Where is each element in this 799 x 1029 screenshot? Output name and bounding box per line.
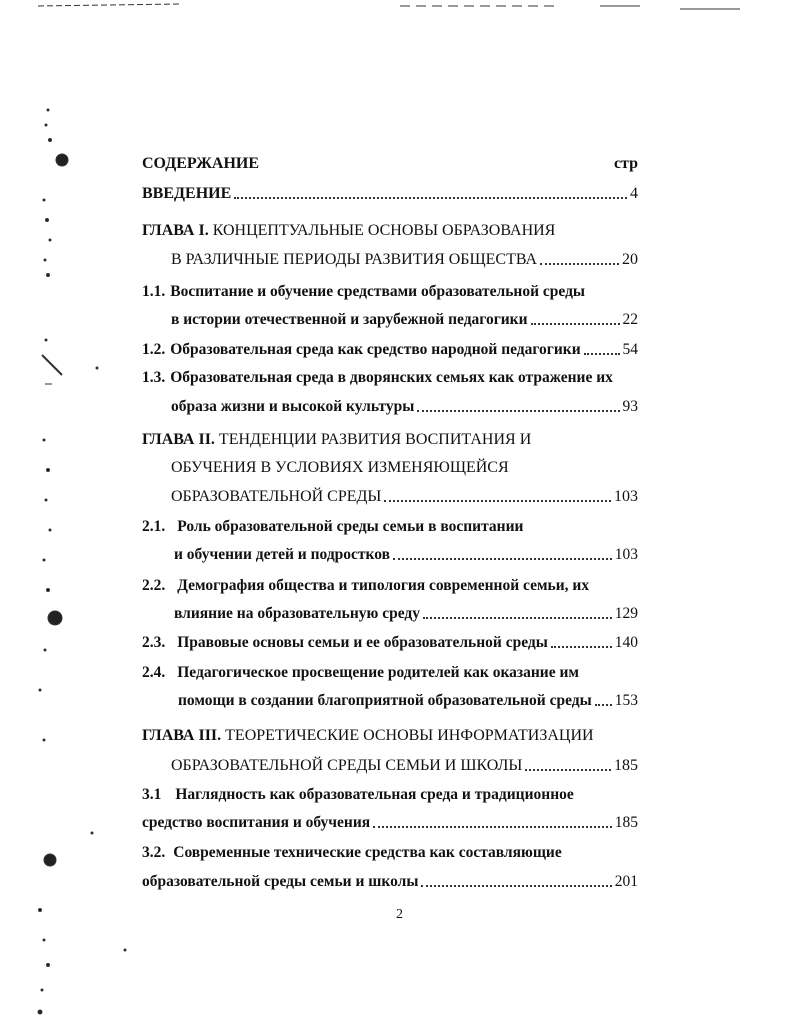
section-title: Демография общества и типология современной семьи, их	[177, 577, 590, 594]
chapter-3-heading-cont[interactable]	[171, 755, 638, 777]
dot-leader	[423, 617, 612, 619]
section-title: Наглядность как образовательная среда и традиционное	[175, 786, 574, 803]
chapter-1-heading-cont[interactable]	[171, 249, 638, 271]
section-number: 2.4.	[142, 664, 166, 681]
section-title: Роль образовательной среды семьи в воспитании	[177, 518, 524, 535]
page-number: 153	[614, 692, 638, 709]
chapter-title-cont: ОБРАЗОВАТЕЛЬНОЙ СРЕДЫ СЕМЬИ И ШКОЛЫ	[171, 757, 523, 774]
chapter-prefix: ГЛАВА II.	[142, 431, 215, 448]
page-number: 129	[614, 605, 638, 622]
page-number: 22	[622, 311, 638, 328]
section-3-1-cont[interactable]	[142, 812, 638, 834]
dot-leader	[595, 704, 612, 706]
chapter-2-heading-cont-2[interactable]	[171, 486, 638, 508]
chapter-title-cont: В РАЗЛИЧНЫЕ ПЕРИОДЫ РАЗВИТИЯ ОБЩЕСТВА	[171, 251, 538, 268]
page-number: 201	[614, 873, 638, 890]
dot-leader	[421, 885, 611, 887]
section-3-1[interactable]	[142, 784, 638, 806]
section-title: Педагогическое просвещение родителей как оказание им	[177, 664, 579, 681]
chapter-title-cont: ОБУЧЕНИЯ В УСЛОВИЯХ ИЗМЕНЯЮЩЕЙСЯ	[171, 459, 509, 476]
page-number: 140	[614, 634, 638, 651]
section-number: 1.2.	[142, 341, 166, 358]
toc-entry-intro[interactable]	[142, 183, 638, 205]
section-2-4-cont[interactable]	[178, 690, 638, 712]
dot-leader	[531, 323, 620, 325]
section-title: Правовые основы семьи и ее образовательной среды	[177, 634, 548, 651]
page-number: 20	[622, 251, 638, 268]
section-title-cont: в истории отечественной и зарубежной педагогики	[171, 311, 528, 328]
section-3-2-cont[interactable]	[142, 871, 638, 893]
dot-leader	[373, 826, 612, 828]
section-2-1[interactable]	[142, 516, 638, 538]
toc-title: СОДЕРЖАНИЕ	[142, 155, 260, 172]
page-number: 185	[614, 757, 638, 774]
section-2-3[interactable]	[142, 632, 638, 654]
section-title: Образовательная среда в дворянских семьях как отражение их	[170, 369, 613, 386]
section-number: 1.1.	[142, 283, 166, 300]
section-2-1-cont[interactable]	[174, 544, 638, 566]
section-title-cont: образа жизни и высокой культуры	[171, 398, 415, 415]
page-footer-number: 2	[396, 907, 403, 922]
section-number: 2.2.	[142, 577, 166, 594]
dot-leader	[551, 646, 612, 648]
section-3-2[interactable]	[142, 842, 638, 864]
section-title: Современные технические средства как составляющие	[173, 844, 562, 861]
section-title: Образовательная среда как средство народной педагогики	[170, 341, 581, 358]
section-2-2[interactable]	[142, 575, 638, 597]
chapter-title: КОНЦЕПТУАЛЬНЫЕ ОСНОВЫ ОБРАЗОВАНИЯ	[212, 222, 556, 239]
chapter-title: ТЕНДЕНЦИИ РАЗВИТИЯ ВОСПИТАНИЯ И	[218, 431, 532, 448]
dot-leader	[525, 769, 611, 771]
section-title-cont: и обучении детей и подростков	[174, 546, 390, 563]
dot-leader	[234, 197, 627, 199]
section-number: 3.1	[142, 786, 162, 803]
section-number: 3.2.	[142, 844, 166, 861]
section-2-4[interactable]	[142, 662, 638, 684]
chapter-prefix: ГЛАВА III.	[142, 727, 222, 744]
chapter-title: ТЕОРЕТИЧЕСКИЕ ОСНОВЫ ИНФОРМАТИЗАЦИИ	[225, 727, 594, 744]
dot-leader	[584, 353, 620, 355]
page-number: 185	[614, 814, 638, 831]
dot-leader	[540, 263, 619, 265]
section-number: 2.1.	[142, 518, 166, 535]
chapter-prefix: ГЛАВА I.	[142, 222, 209, 239]
dot-leader	[384, 500, 611, 502]
section-1-1-cont[interactable]	[171, 309, 638, 331]
dot-leader	[393, 558, 612, 560]
section-title-cont: помощи в создании благоприятной образовательной среды	[178, 692, 592, 709]
page-number: 4	[630, 185, 638, 202]
page-number: 103	[614, 546, 638, 563]
section-1-3-cont[interactable]	[171, 396, 638, 418]
page-number: 93	[622, 398, 638, 415]
chapter-2-heading[interactable]	[142, 429, 638, 451]
section-1-2[interactable]	[142, 339, 638, 361]
toc-header	[142, 153, 638, 175]
intro-label: ВВЕДЕНИЕ	[142, 185, 232, 202]
section-number: 1.3.	[142, 369, 166, 386]
section-1-1[interactable]	[142, 281, 638, 303]
chapter-2-heading-cont[interactable]	[171, 457, 638, 479]
chapter-3-heading[interactable]	[142, 725, 638, 747]
section-title-cont: образовательной среды семьи и школы	[142, 873, 419, 890]
chapter-title-cont: ОБРАЗОВАТЕЛЬНОЙ СРЕДЫ	[171, 488, 382, 505]
dot-leader	[417, 410, 619, 412]
chapter-1-heading[interactable]	[142, 220, 638, 242]
page-column-label: стр	[613, 155, 638, 172]
section-title: Воспитание и обучение средствами образовательной среды	[170, 283, 586, 300]
section-title-cont: влияние на образовательную среду	[174, 605, 420, 622]
section-2-2-cont[interactable]	[174, 603, 638, 625]
section-title-cont: средство воспитания и обучения	[142, 814, 371, 831]
section-number: 2.3.	[142, 634, 166, 651]
page-number: 54	[622, 341, 638, 358]
section-1-3[interactable]	[142, 367, 638, 389]
page-number: 103	[614, 488, 638, 505]
